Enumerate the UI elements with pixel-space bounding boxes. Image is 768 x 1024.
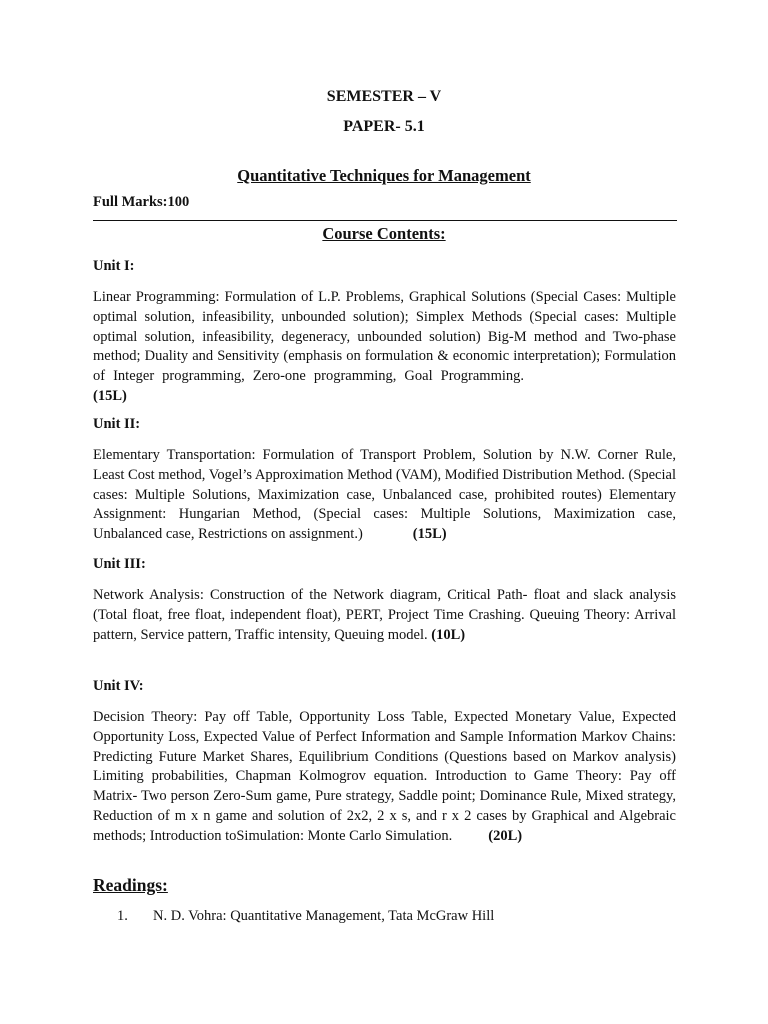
unit-3-text [93, 586, 676, 645]
unit-4-body: Decision Theory: Pay off Table, Opportunity Loss Table, Expected Monetary Value, Expected Opportunity Loss, Expected Value of Perfect Information and Sample Information Markov Chains: Predicting Future Market Shares, Equilibrium Conditions (Questions based on Markov analysis) Limiting probabilities, Chapman Kolmogrov equation. Introduction to Game Theory: Pay off Matrix- Two person Zero-Sum game, Pure strategy, Saddle point; Dominance Rule, Mixed strategy, Reduction of m x n game and solution of 2x2, 2 x s, and r x 2 cases by Graphical and Algebraic methods; Introduction toSimulation: Monte Carlo Simulation. [93, 709, 676, 844]
full-marks: Full Marks:100 [93, 194, 190, 210]
reading-number: 1. [117, 908, 128, 924]
unit-2-heading: Unit II: [93, 416, 141, 432]
unit-1-body: Linear Programming: Formulation of L.P. Problems, Graphical Solutions (Special Cases: Multiple optimal solution, infeasibility, unbounded solution); Simplex Methods (Special cases: Multiple optimal solution, infeasibility, degeneracy, unbounded solution) Big-M method and Two-phase method; Duality and Sensitivity (emphasis on formulation & economic interpretation); Formulation of Integer programming, Zero-one programming, Goal Programming. [93, 289, 676, 385]
unit-1-hours: (15L) [93, 387, 127, 404]
course-contents-heading: Course Contents: [322, 224, 446, 243]
unit-4-heading: Unit IV: [93, 678, 144, 694]
readings-heading: Readings: [93, 875, 168, 895]
unit-1-heading: Unit I: [93, 258, 135, 274]
subject-title: Quantitative Techniques for Management [237, 166, 531, 185]
divider-line [93, 220, 677, 221]
semester-title: SEMESTER – V [326, 88, 442, 105]
unit-3-body: Network Analysis: Construction of the Network diagram, Critical Path- float and slack analysis (Total float, free float, independent float), PERT, Project Time Crashing. Queuing Theory: Arrival pattern, Service pattern, Traffic intensity, Queuing model. [93, 587, 676, 643]
reading-text: N. D. Vohra: Quantitative Management, Tata McGraw Hill [153, 908, 495, 924]
reading-item [117, 908, 494, 925]
unit-2-body: Elementary Transportation: Formulation of Transport Problem, Solution by N.W. Corner Rule, Least Cost method, Vogel’s Approximation Method (VAM), Modified Distribution Method. (Special cases: Multiple Solutions, Maximization case, Unbalanced case, prohibited routes) Elementary Assignment: Hungarian Method, (Special cases: Multiple Solutions, Maximization case, Unbalanced case, Restrictions on assignment.) [93, 447, 676, 543]
unit-1-text [93, 288, 676, 407]
unit-4-text [93, 708, 676, 847]
unit-2-hours: (15L) [412, 526, 447, 543]
unit-3-hours: (10L) [431, 626, 466, 643]
unit-3-heading: Unit III: [93, 556, 146, 572]
unit-2-text [93, 446, 676, 545]
unit-4-hours: (20L) [488, 827, 523, 844]
paper-number: PAPER- 5.1 [343, 118, 425, 135]
